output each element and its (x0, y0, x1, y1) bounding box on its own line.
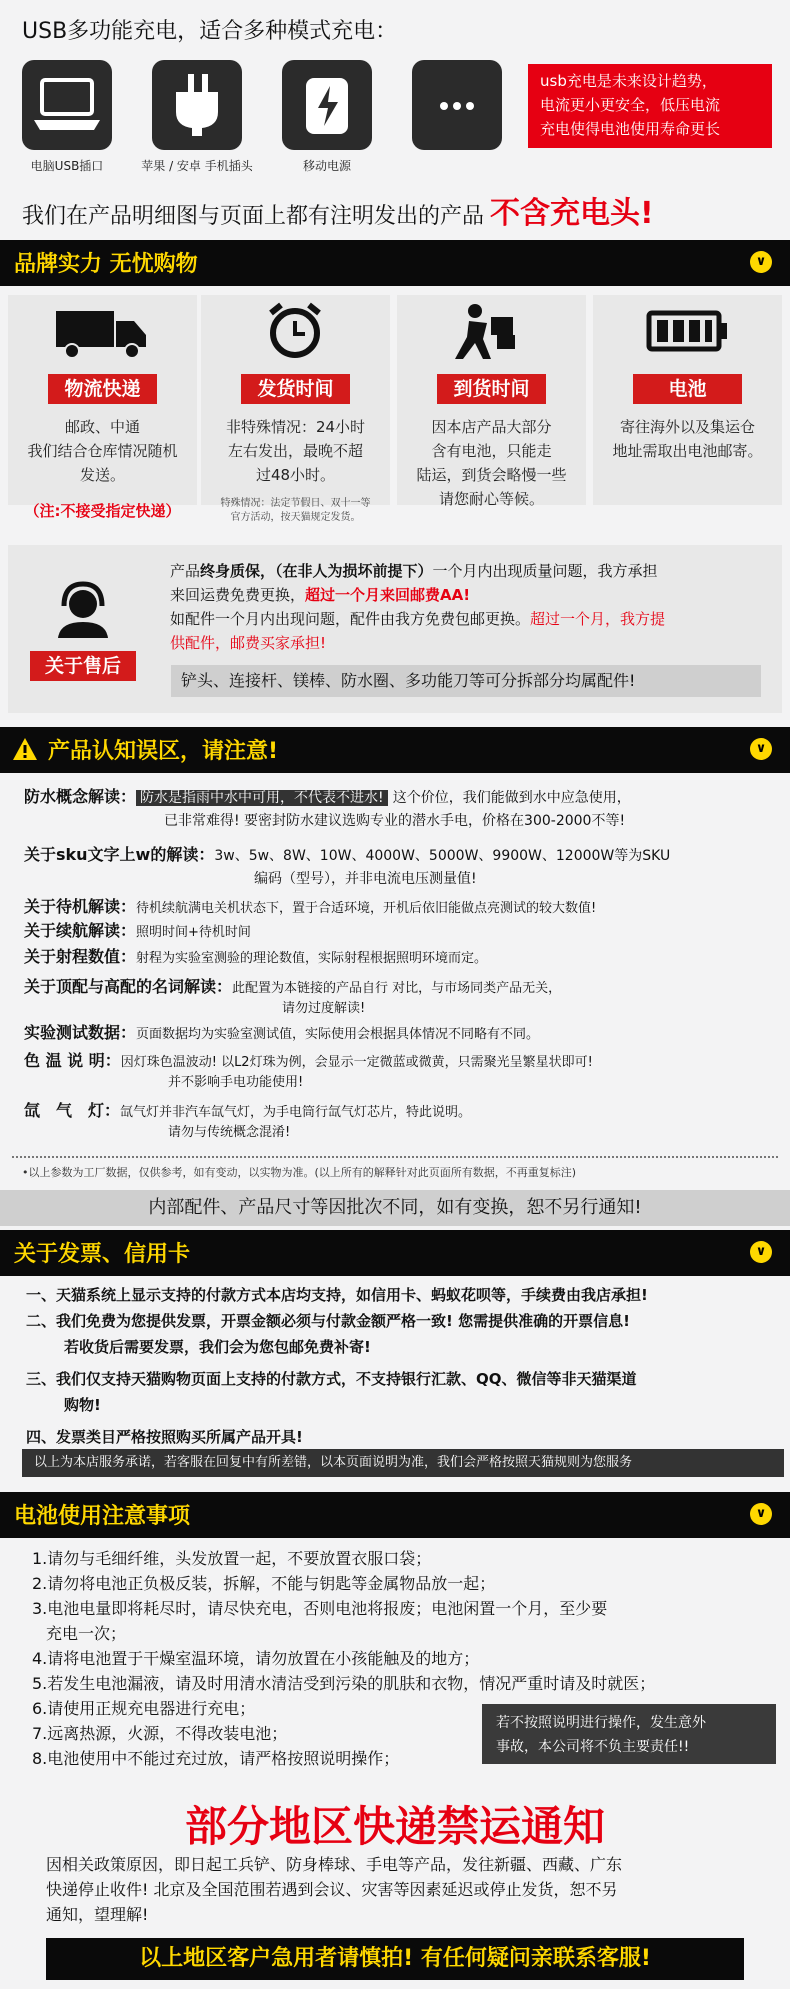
invoice-header (0, 1230, 790, 1276)
notice-bar: 内部配件、产品尺寸等因批次不同，如有变换，恕不另行通知! (0, 1190, 790, 1226)
row-key: 氙 气 灯： (24, 1101, 121, 1120)
row-value-2: 请勿过度解读! (282, 1001, 366, 1016)
shipping-line: 通知，望理解! (46, 1905, 149, 1924)
row-value: 照明时间+待机时间 (136, 925, 251, 940)
battery-warning (482, 1704, 776, 1764)
card-line: 地址需取出电池邮寄。 (612, 442, 763, 460)
battery-item: 3.电池电量即将耗尽时，请尽快充电，否则电池将报废；电池闲置一个月，至少要 (32, 1599, 608, 1618)
battery-title: 电池使用注意事项 (14, 1504, 191, 1529)
laptop-icon (22, 60, 112, 150)
battery-item: 4.请将电池置于干燥室温环境，请勿放置在小孩能触及的地方； (32, 1649, 480, 1668)
card-line: 非特殊情况：24小时 (225, 418, 366, 436)
chevron-down-icon: ∨ (750, 1241, 772, 1263)
more-icon (412, 60, 502, 150)
footnote: •以上参数为工厂数据，仅供参考，如有变动，以实物为准。(以上所有的解释针对此页面所有数据，不再重复标注) (22, 1166, 577, 1179)
card-shipping-time (201, 295, 390, 523)
power-bank-icon (282, 60, 372, 150)
text: 一个月内出现质量问题，我方承担 (432, 562, 658, 580)
text-bold: 终身质保 (200, 562, 261, 580)
battery-item: 充电一次； (46, 1624, 127, 1643)
row-value-2: 编码（型号），并非电流电压测量值! (254, 871, 477, 887)
shipping-ban-title: 部分地区快递禁运通知 (184, 1802, 605, 1851)
card-desc (601, 415, 774, 463)
headline-text: 我们在产品明细图与页面上都有注明发出的产品 (22, 204, 485, 229)
brand-header (0, 240, 790, 286)
misconception-title: 产品认知误区，请注意! (48, 739, 279, 764)
alarm-clock-icon (201, 301, 390, 361)
card-line: 因本店产品大部分 (431, 418, 552, 436)
shipping-line: 快递停止收件! 北京及全国范围若遇到会议、灾害等因素延迟或停止发货，恕不另 (46, 1880, 618, 1899)
row-key: 防水概念解读： (24, 787, 137, 806)
usb-notice-box (528, 64, 772, 148)
misconception-header (0, 727, 790, 773)
invoice-list (26, 1282, 648, 1450)
parts-bar: 铲头、连接杆、镁棒、防水圈、多功能刀等可分拆部分均属配件! (171, 665, 761, 697)
text: 如配件一个月内出现问题，配件由我方免费包邮更换。 (170, 610, 531, 628)
invoice-item: 购物! (64, 1396, 101, 1414)
row-value-2: 已非常难得! 要密封防水建议选购专业的潜水手电，价格在300-2000不等! (164, 813, 626, 829)
card-arrival-time (397, 295, 586, 508)
row-value: 此配置为本链接的产品自行 对比，与市场同类产品无关， (232, 981, 562, 996)
text: 产品 (170, 562, 201, 580)
shipping-line: 因相关政策原因，即日起工兵铲、防身棒球、手电等产品，发往新疆、西藏、广东 (46, 1855, 623, 1874)
invoice-item: 一、天猫系统上显示支持的付款方式本店均支持，如信用卡、蚂蚁花呗等，手续费由我店承担! (26, 1286, 648, 1304)
card-line: 陆运，到货会略慢一些 (416, 466, 567, 484)
row-value: 3w、5w、8W、10W、4000W、5000W、9900W、12000W等为SKU (214, 848, 671, 864)
usb-title: USB多功能充电，适合多种模式充电： (22, 19, 398, 44)
row-key: 关于sku文字上w的解读： (24, 845, 215, 864)
tile-more (412, 60, 502, 150)
card-logistics (8, 295, 197, 520)
chevron-down-icon: ∨ (750, 738, 772, 760)
card-line: 邮政、中通 (64, 418, 140, 436)
battery-header (0, 1492, 790, 1538)
dotted-divider (12, 1156, 778, 1158)
battery-item: 6.请使用正规充电器进行充电； (32, 1699, 256, 1718)
row-key: 关于射程数值： (24, 947, 137, 966)
misconception-row (24, 976, 561, 1000)
text-red: 超过一个月来回邮费AA! (305, 586, 471, 604)
after-sales-text (170, 559, 665, 655)
card-desc (16, 415, 189, 523)
row-value: 页面数据均为实验室测试值，实际使用会根据具体情况不同略有不同。 (136, 1027, 540, 1042)
battery-item: 7.远离热源，火源，不得改装电池； (32, 1724, 288, 1743)
row-value: 氙气灯并非汽车氙气灯，为手电筒行氙气灯芯片，特此说明。 (120, 1105, 472, 1120)
usb-notice-line: usb充电是未来设计趋势， (540, 72, 717, 90)
truck-icon (8, 301, 197, 361)
card-line: 寄往海外以及集运仓 (619, 418, 755, 436)
usb-notice-line: 充电使得电池使用寿命更长 (540, 120, 721, 138)
row-key: 实验测试数据： (24, 1023, 137, 1042)
warning-line: 事故，本公司将不负主要责任!! (496, 1739, 690, 1755)
misconception-row (24, 1050, 593, 1074)
row-value: 这个价位，我们能做到水中应急使用， (392, 790, 631, 806)
invoice-bar: 以上为本店服务承诺，若客服在回复中有所差错，以本页面说明为准，我们会严格按照天猫规则为您服务 (22, 1449, 784, 1477)
battery-item: 5.若发生电池漏液，请及时用清水清洁受到污染的肌肤和衣物，情况严重时请及时就医； (32, 1674, 656, 1693)
headset-icon (48, 580, 118, 640)
after-sales-tag: 关于售后 (30, 651, 136, 681)
misconception-row (24, 1100, 471, 1124)
shipping-ban-bar: 以上地区客户急用者请慎拍! 有任何疑问亲联系客服! (46, 1938, 744, 1980)
misconception-row (24, 946, 487, 970)
row-value: 待机续航满电关机状态下，置于合适环境，开机后依旧能做点亮测试的较大数值! (136, 901, 597, 916)
tile-label-plug: 苹果 / 安卓 手机插头 (141, 159, 253, 173)
chevron-down-icon: ∨ (750, 1503, 772, 1525)
tile-power-bank (282, 60, 372, 150)
invoice-item: 四、发票类目严格按照购买所属产品开具! (26, 1428, 303, 1446)
card-tag: 到货时间 (437, 374, 546, 404)
text-bold: ，（在非人为损坏前提下） (260, 562, 433, 580)
misconception-row (24, 920, 251, 944)
battery-item: 8.电池使用中不能过充过放，请严格按照说明操作； (32, 1749, 400, 1768)
delivery-man-icon (397, 301, 586, 361)
usb-notice-line: 电流更小更安全，低压电流 (540, 96, 721, 114)
card-line: 发送。 (79, 466, 125, 484)
text-red: 供配件，邮费买家承担! (170, 634, 327, 652)
no-charger-headline (22, 188, 654, 232)
tile-label-power-bank: 移动电源 (302, 159, 351, 173)
tile-plug (152, 60, 242, 150)
card-line: 左右发出，最晚不超 (227, 442, 363, 460)
warning-line: 若不按照说明进行操作，发生意外 (496, 1715, 706, 1731)
card-line: 含有电池，只能走 (431, 442, 552, 460)
misconception-row (24, 1022, 539, 1046)
card-desc (209, 415, 382, 525)
shipping-ban-text (46, 1852, 622, 1927)
invoice-item: 若收货后需要发票，我们会为您包邮免费补寄! (64, 1338, 371, 1356)
row-key: 关于待机解读： (24, 897, 137, 916)
misconception-row (24, 844, 670, 867)
row-highlight: 防水是指雨中水中可用，不代表不进水! (136, 790, 388, 806)
row-value-2: 并不影响手电功能使用! (168, 1075, 304, 1090)
card-small-line: 特殊情况：法定节假日、双十一等 (220, 498, 371, 509)
card-small (209, 497, 382, 525)
battery-item: 2.请勿将电池正负极反装，拆解，不能与钥匙等金属物品放一起； (32, 1574, 496, 1593)
row-value: 射程为实验室测验的理论数值，实际射程根据照明环境而定。 (136, 951, 488, 966)
row-key: 关于续航解读： (24, 921, 137, 940)
card-small-line: 官方活动，按天猫规定发货。 (230, 512, 361, 523)
invoice-title: 关于发票、信用卡 (14, 1242, 191, 1267)
battery-item: 1.请勿与毛细纤维，头发放置一起，不要放置衣服口袋； (32, 1549, 432, 1568)
text: 来回运费免费更换， (170, 586, 306, 604)
card-battery (593, 295, 782, 505)
row-key: 关于顶配与高配的名词解读： (24, 977, 233, 996)
misconception-row (24, 786, 631, 809)
tile-label-laptop: 电脑USB插口 (30, 159, 104, 173)
row-value: 因灯珠色温波动! 以L2灯珠为例，会显示一定微蓝或微黄，只需聚光呈繁星状即可! (120, 1055, 593, 1070)
invoice-item: 二、我们免费为您提供发票，开票金额必须与付款金额严格一致! 您需提供准确的开票信息! (26, 1312, 630, 1330)
after-sales-panel (8, 545, 782, 713)
headline-red: 不含充电头! (490, 196, 654, 231)
card-tag: 发货时间 (241, 374, 350, 404)
brand-header-title: 品牌实力 无忧购物 (14, 252, 198, 277)
card-tag: 电池 (633, 374, 742, 404)
card-note: （注:不接受指定快递） (24, 502, 181, 520)
text-red: 超过一个月，我方提 (530, 610, 666, 628)
card-line: 过48小时。 (255, 466, 336, 484)
card-tag: 物流快递 (48, 374, 157, 404)
row-key: 色 温 说 明： (24, 1051, 121, 1070)
misconception-row (24, 896, 596, 920)
card-line: 我们结合仓库情况随机 (27, 442, 178, 460)
plug-icon (152, 60, 242, 150)
card-line: 请您耐心等候。 (438, 490, 544, 508)
card-desc (405, 415, 578, 511)
warning-icon (12, 737, 38, 761)
chevron-down-icon: ∨ (750, 251, 772, 273)
invoice-item: 三、我们仅支持天猫购物页面上支持的付款方式，不支持银行汇款、QQ、微信等非天猫渠道 (26, 1370, 637, 1388)
battery-icon (593, 301, 782, 361)
row-value-2: 请勿与传统概念混淆! (168, 1125, 291, 1140)
tile-laptop (22, 60, 112, 150)
